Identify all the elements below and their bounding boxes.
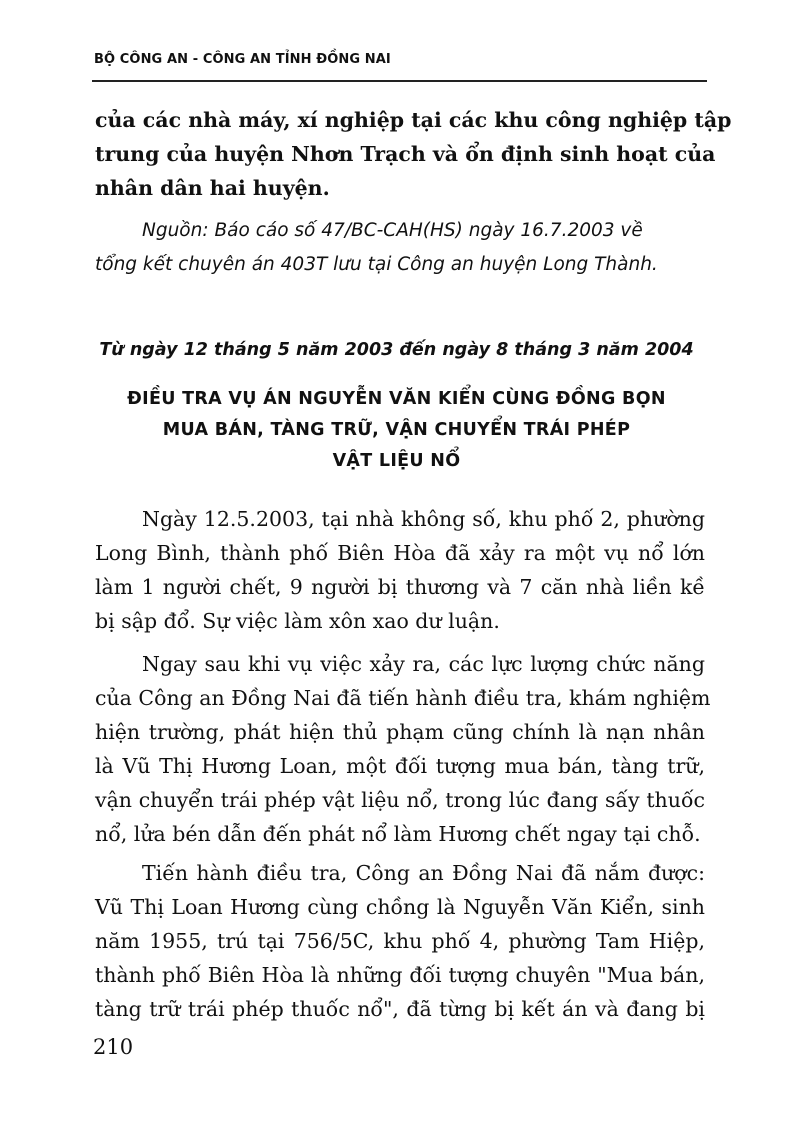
paragraph-2 bbox=[95, 647, 711, 851]
source-line: Nguồn: Báo cáo số 47/BC-CAH(HS) ngày 16.7.2003 về bbox=[142, 220, 643, 241]
source-citation bbox=[95, 214, 705, 282]
paragraph-line: của Công an Đồng Nai đã tiến hành điều tra, khám nghiệm bbox=[95, 686, 711, 710]
paragraph-line: nổ, lửa bén dẫn đến phát nổ làm Hương chết ngay tại chỗ. bbox=[95, 822, 701, 846]
paragraph-line: năm 1955, trú tại 756/5C, khu phố 4, phường Tam Hiệp, bbox=[95, 929, 705, 953]
section-title-line: MUA BÁN, TÀNG TRỮ, VẬN CHUYỂN TRÁI PHÉP bbox=[162, 420, 631, 440]
paragraph-line: Long Bình, thành phố Biên Hòa đã xảy ra một vụ nổ lớn bbox=[95, 541, 705, 565]
header-rule bbox=[92, 80, 707, 82]
paragraph-line: Tiến hành điều tra, Công an Đồng Nai đã nắm được: bbox=[142, 861, 705, 885]
intro-line: nhân dân hai huyện. bbox=[95, 176, 330, 200]
paragraph-line: tàng trữ trái phép thuốc nổ", đã từng bị kết án và đang bị bbox=[95, 997, 705, 1021]
section-date-range: Từ ngày 12 tháng 5 năm 2003 đến ngày 8 tháng 3 năm 2004 bbox=[99, 340, 694, 360]
paragraph-line: Ngày 12.5.2003, tại nhà không số, khu phố 2, phường bbox=[142, 507, 705, 531]
running-header: BỘ CÔNG AN - CÔNG AN TỈNH ĐỒNG NAI bbox=[94, 52, 391, 67]
page-number: 210 bbox=[93, 1035, 134, 1059]
paragraph-line: Ngay sau khi vụ việc xảy ra, các lực lượng chức năng bbox=[142, 652, 705, 676]
intro-line: trung của huyện Nhơn Trạch và ổn định sinh hoạt của bbox=[95, 142, 716, 166]
paragraph-line: hiện trường, phát hiện thủ phạm cũng chính là nạn nhân bbox=[95, 720, 705, 744]
paragraph-line: làm 1 người chết, 9 người bị thương và 7 căn nhà liền kề bbox=[95, 575, 705, 599]
section-title bbox=[0, 384, 793, 477]
paragraph-line: Vũ Thị Loan Hương cùng chồng là Nguyễn Văn Kiển, sinh bbox=[95, 895, 705, 919]
paragraph-3 bbox=[95, 856, 705, 1026]
intro-paragraph bbox=[95, 103, 732, 205]
paragraph-1 bbox=[95, 502, 705, 638]
paragraph-line: thành phố Biên Hòa là những đối tượng chuyên "Mua bán, bbox=[95, 963, 705, 987]
paragraph-line: vận chuyển trái phép vật liệu nổ, trong lúc đang sấy thuốc bbox=[95, 788, 705, 812]
section-title-line: ĐIỀU TRA VỤ ÁN NGUYỄN VĂN KIỂN CÙNG ĐỒNG BỌN bbox=[127, 389, 666, 409]
paragraph-line: bị sập đổ. Sự việc làm xôn xao dư luận. bbox=[95, 609, 500, 633]
intro-line: của các nhà máy, xí nghiệp tại các khu công nghiệp tập bbox=[95, 108, 732, 132]
paragraph-line: là Vũ Thị Hương Loan, một đối tượng mua bán, tàng trữ, bbox=[95, 754, 705, 778]
section-title-line: VẬT LIỆU NỔ bbox=[332, 451, 461, 471]
source-line: tổng kết chuyên án 403T lưu tại Công an huyện Long Thành. bbox=[95, 254, 658, 275]
